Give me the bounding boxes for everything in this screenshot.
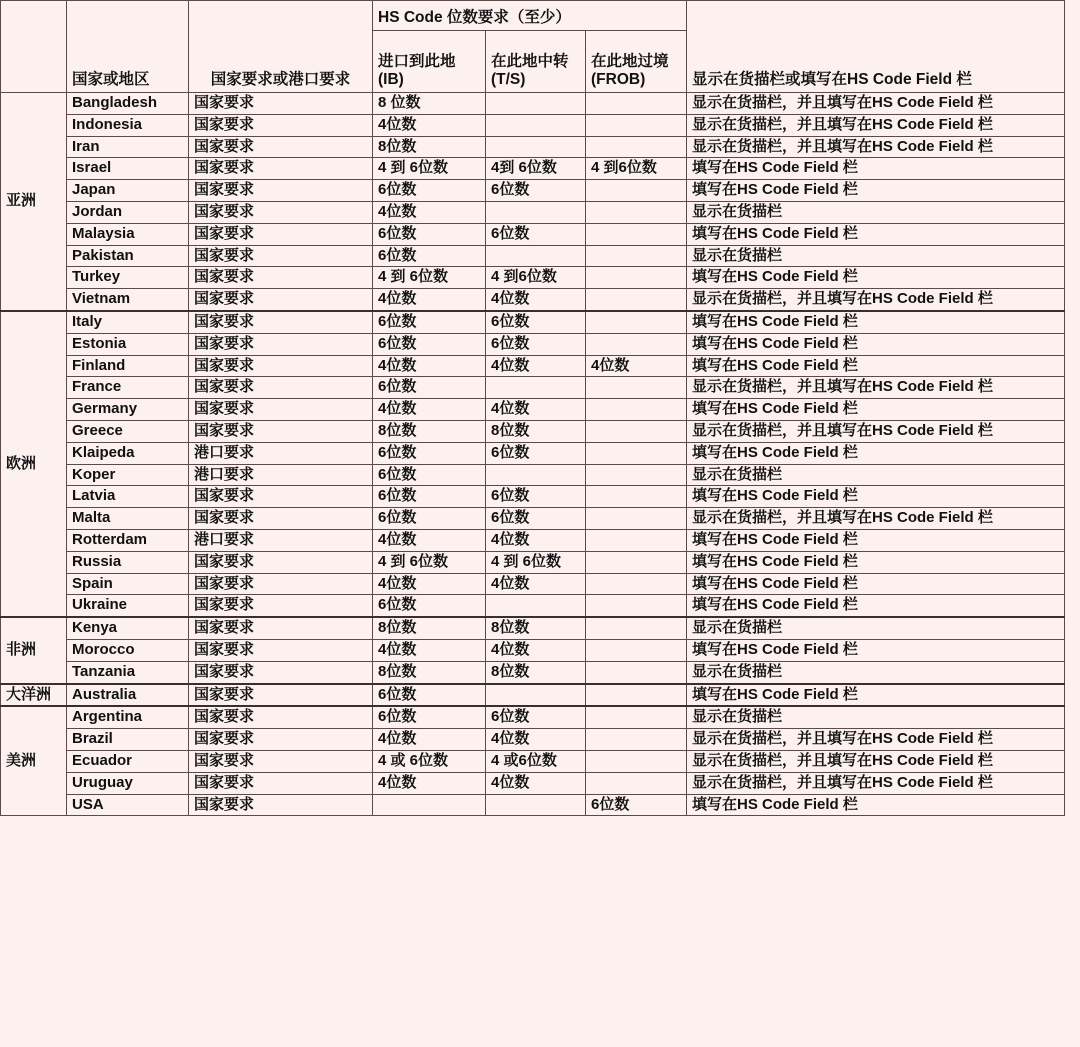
requirement-type: 国家要求 bbox=[189, 267, 373, 289]
country-name: Australia bbox=[67, 684, 189, 707]
digits-import-ib: 4位数 bbox=[373, 729, 486, 751]
digits-frob bbox=[586, 529, 687, 551]
requirement-type: 国家要求 bbox=[189, 93, 373, 115]
requirement-type: 国家要求 bbox=[189, 772, 373, 794]
table-row bbox=[1, 420, 1065, 442]
digits-import-ib: 6位数 bbox=[373, 706, 486, 728]
display-instruction: 填写在HS Code Field 栏 bbox=[687, 486, 1065, 508]
country-name: Klaipeda bbox=[67, 442, 189, 464]
display-instruction: 填写在HS Code Field 栏 bbox=[687, 223, 1065, 245]
header-transshipment-ts bbox=[486, 31, 586, 93]
display-instruction: 显示在货描栏，并且填写在HS Code Field 栏 bbox=[687, 508, 1065, 530]
requirement-type: 国家要求 bbox=[189, 729, 373, 751]
digits-transshipment-ts bbox=[486, 201, 586, 223]
table-row bbox=[1, 508, 1065, 530]
digits-transshipment-ts: 6位数 bbox=[486, 223, 586, 245]
digits-frob bbox=[586, 750, 687, 772]
table-row bbox=[1, 729, 1065, 751]
display-instruction: 填写在HS Code Field 栏 bbox=[687, 399, 1065, 421]
country-name: Vietnam bbox=[67, 289, 189, 311]
digits-import-ib: 4位数 bbox=[373, 529, 486, 551]
table-row bbox=[1, 158, 1065, 180]
digits-frob bbox=[586, 706, 687, 728]
table-row bbox=[1, 136, 1065, 158]
country-name: Morocco bbox=[67, 639, 189, 661]
display-instruction: 填写在HS Code Field 栏 bbox=[687, 639, 1065, 661]
display-instruction: 填写在HS Code Field 栏 bbox=[687, 573, 1065, 595]
header-transshipment-ts-line2: (T/S) bbox=[491, 70, 526, 88]
header-import-ib-line2: (IB) bbox=[378, 70, 404, 88]
digits-import-ib: 6位数 bbox=[373, 333, 486, 355]
header-country-or-region: 国家或地区 bbox=[67, 1, 189, 93]
requirement-type: 国家要求 bbox=[189, 486, 373, 508]
digits-transshipment-ts: 6位数 bbox=[486, 508, 586, 530]
table-row bbox=[1, 661, 1065, 683]
digits-frob bbox=[586, 661, 687, 683]
header-country-or-port-requirement: 国家要求或港口要求 bbox=[189, 1, 373, 93]
country-name: Jordan bbox=[67, 201, 189, 223]
requirement-type: 国家要求 bbox=[189, 136, 373, 158]
display-instruction: 填写在HS Code Field 栏 bbox=[687, 180, 1065, 202]
digits-frob bbox=[586, 464, 687, 486]
display-instruction: 显示在货描栏，并且填写在HS Code Field 栏 bbox=[687, 114, 1065, 136]
digits-transshipment-ts: 4位数 bbox=[486, 729, 586, 751]
digits-import-ib: 8位数 bbox=[373, 661, 486, 683]
display-instruction: 填写在HS Code Field 栏 bbox=[687, 595, 1065, 617]
header-import-ib bbox=[373, 31, 486, 93]
requirement-type: 国家要求 bbox=[189, 114, 373, 136]
table-row bbox=[1, 529, 1065, 551]
digits-frob bbox=[586, 639, 687, 661]
digits-import-ib: 4位数 bbox=[373, 399, 486, 421]
table-row bbox=[1, 223, 1065, 245]
digits-transshipment-ts: 6位数 bbox=[486, 486, 586, 508]
digits-frob bbox=[586, 311, 687, 333]
digits-frob bbox=[586, 180, 687, 202]
digits-import-ib: 4位数 bbox=[373, 772, 486, 794]
display-instruction: 填写在HS Code Field 栏 bbox=[687, 794, 1065, 816]
display-instruction: 显示在货描栏，并且填写在HS Code Field 栏 bbox=[687, 420, 1065, 442]
digits-transshipment-ts bbox=[486, 136, 586, 158]
digits-import-ib: 8位数 bbox=[373, 420, 486, 442]
country-name: Malta bbox=[67, 508, 189, 530]
table-row bbox=[1, 551, 1065, 573]
table-row bbox=[1, 93, 1065, 115]
country-name: Kenya bbox=[67, 617, 189, 639]
digits-transshipment-ts bbox=[486, 93, 586, 115]
country-name: Finland bbox=[67, 355, 189, 377]
requirement-type: 港口要求 bbox=[189, 442, 373, 464]
header-blank-corner bbox=[1, 1, 67, 93]
digits-import-ib: 4 到 6位数 bbox=[373, 551, 486, 573]
region-label-1: 亚洲 bbox=[1, 93, 67, 311]
country-name: Spain bbox=[67, 573, 189, 595]
region-label-2: 欧洲 bbox=[1, 311, 67, 617]
country-name: Germany bbox=[67, 399, 189, 421]
digits-frob bbox=[586, 442, 687, 464]
digits-transshipment-ts: 6位数 bbox=[486, 706, 586, 728]
display-instruction: 显示在货描栏，并且填写在HS Code Field 栏 bbox=[687, 729, 1065, 751]
digits-frob bbox=[586, 729, 687, 751]
digits-frob: 4 到6位数 bbox=[586, 158, 687, 180]
table-row bbox=[1, 399, 1065, 421]
digits-import-ib: 6位数 bbox=[373, 595, 486, 617]
digits-transshipment-ts: 4位数 bbox=[486, 355, 586, 377]
requirement-type: 国家要求 bbox=[189, 551, 373, 573]
digits-frob bbox=[586, 508, 687, 530]
country-name: Pakistan bbox=[67, 245, 189, 267]
display-instruction: 显示在货描栏，并且填写在HS Code Field 栏 bbox=[687, 377, 1065, 399]
digits-import-ib: 6位数 bbox=[373, 377, 486, 399]
requirement-type: 国家要求 bbox=[189, 639, 373, 661]
requirement-type: 国家要求 bbox=[189, 617, 373, 639]
table-body bbox=[1, 93, 1065, 816]
header-transshipment-ts-line1: 在此地中转 bbox=[491, 53, 569, 71]
requirement-type: 国家要求 bbox=[189, 750, 373, 772]
requirement-type: 国家要求 bbox=[189, 420, 373, 442]
requirement-type: 国家要求 bbox=[189, 508, 373, 530]
country-name: Israel bbox=[67, 158, 189, 180]
digits-frob bbox=[586, 617, 687, 639]
digits-transshipment-ts: 8位数 bbox=[486, 617, 586, 639]
digits-frob bbox=[586, 595, 687, 617]
country-name: Russia bbox=[67, 551, 189, 573]
table-row bbox=[1, 464, 1065, 486]
digits-frob bbox=[586, 267, 687, 289]
requirement-type: 港口要求 bbox=[189, 464, 373, 486]
table-row bbox=[1, 706, 1065, 728]
header-frob bbox=[586, 31, 687, 93]
digits-transshipment-ts bbox=[486, 464, 586, 486]
table-row bbox=[1, 772, 1065, 794]
header-display-or-hs-code-field: 显示在货描栏或填写在HS Code Field 栏 bbox=[687, 1, 1065, 93]
digits-import-ib: 6位数 bbox=[373, 223, 486, 245]
country-name: Koper bbox=[67, 464, 189, 486]
table-row bbox=[1, 333, 1065, 355]
display-instruction: 显示在货描栏 bbox=[687, 661, 1065, 683]
digits-frob bbox=[586, 420, 687, 442]
country-name: France bbox=[67, 377, 189, 399]
requirement-type: 国家要求 bbox=[189, 355, 373, 377]
display-instruction: 显示在货描栏 bbox=[687, 617, 1065, 639]
table-row bbox=[1, 311, 1065, 333]
region-label-4: 大洋洲 bbox=[1, 684, 67, 707]
digits-import-ib: 4位数 bbox=[373, 114, 486, 136]
digits-import-ib: 6位数 bbox=[373, 684, 486, 707]
digits-transshipment-ts bbox=[486, 684, 586, 707]
region-label-5: 美洲 bbox=[1, 706, 67, 815]
table-row bbox=[1, 114, 1065, 136]
digits-frob bbox=[586, 551, 687, 573]
table-row bbox=[1, 617, 1065, 639]
country-name: Tanzania bbox=[67, 661, 189, 683]
digits-import-ib: 4位数 bbox=[373, 355, 486, 377]
digits-import-ib: 6位数 bbox=[373, 508, 486, 530]
digits-import-ib: 6位数 bbox=[373, 180, 486, 202]
digits-frob bbox=[586, 486, 687, 508]
digits-frob bbox=[586, 684, 687, 707]
digits-transshipment-ts: 4 到 6位数 bbox=[486, 551, 586, 573]
table-row bbox=[1, 377, 1065, 399]
digits-frob bbox=[586, 772, 687, 794]
country-name: Uruguay bbox=[67, 772, 189, 794]
country-name: Italy bbox=[67, 311, 189, 333]
requirement-type: 港口要求 bbox=[189, 529, 373, 551]
table-row bbox=[1, 639, 1065, 661]
digits-transshipment-ts: 6位数 bbox=[486, 311, 586, 333]
digits-transshipment-ts: 4位数 bbox=[486, 289, 586, 311]
requirement-type: 国家要求 bbox=[189, 661, 373, 683]
digits-frob bbox=[586, 289, 687, 311]
table-row bbox=[1, 201, 1065, 223]
display-instruction: 填写在HS Code Field 栏 bbox=[687, 684, 1065, 707]
digits-import-ib: 4位数 bbox=[373, 289, 486, 311]
digits-frob bbox=[586, 245, 687, 267]
country-name: Bangladesh bbox=[67, 93, 189, 115]
display-instruction: 显示在货描栏 bbox=[687, 201, 1065, 223]
display-instruction: 填写在HS Code Field 栏 bbox=[687, 442, 1065, 464]
requirement-type: 国家要求 bbox=[189, 595, 373, 617]
digits-frob bbox=[586, 333, 687, 355]
display-instruction: 填写在HS Code Field 栏 bbox=[687, 267, 1065, 289]
table-row bbox=[1, 442, 1065, 464]
requirement-type: 国家要求 bbox=[189, 158, 373, 180]
table-row bbox=[1, 750, 1065, 772]
table-row bbox=[1, 486, 1065, 508]
digits-import-ib: 6位数 bbox=[373, 311, 486, 333]
requirement-type: 国家要求 bbox=[189, 399, 373, 421]
table-row bbox=[1, 245, 1065, 267]
requirement-type: 国家要求 bbox=[189, 706, 373, 728]
table-row bbox=[1, 573, 1065, 595]
country-name: Indonesia bbox=[67, 114, 189, 136]
display-instruction: 填写在HS Code Field 栏 bbox=[687, 158, 1065, 180]
header-hs-code-digit-group: HS Code 位数要求（至少） bbox=[373, 1, 687, 31]
digits-import-ib: 8位数 bbox=[373, 136, 486, 158]
display-instruction: 显示在货描栏 bbox=[687, 464, 1065, 486]
digits-transshipment-ts: 6位数 bbox=[486, 442, 586, 464]
digits-transshipment-ts: 4 到6位数 bbox=[486, 267, 586, 289]
digits-transshipment-ts: 6位数 bbox=[486, 180, 586, 202]
table-header bbox=[1, 1, 1065, 93]
table-row bbox=[1, 289, 1065, 311]
display-instruction: 显示在货描栏 bbox=[687, 706, 1065, 728]
digits-import-ib: 4位数 bbox=[373, 201, 486, 223]
display-instruction: 显示在货描栏，并且填写在HS Code Field 栏 bbox=[687, 289, 1065, 311]
requirement-type: 国家要求 bbox=[189, 180, 373, 202]
country-name: Brazil bbox=[67, 729, 189, 751]
requirement-type: 国家要求 bbox=[189, 333, 373, 355]
digits-transshipment-ts: 6位数 bbox=[486, 333, 586, 355]
digits-import-ib: 6位数 bbox=[373, 245, 486, 267]
display-instruction: 显示在货描栏，并且填写在HS Code Field 栏 bbox=[687, 136, 1065, 158]
header-import-ib-line1: 进口到此地 bbox=[378, 53, 456, 71]
country-name: Estonia bbox=[67, 333, 189, 355]
digits-transshipment-ts: 4位数 bbox=[486, 772, 586, 794]
display-instruction: 显示在货描栏 bbox=[687, 245, 1065, 267]
digits-import-ib: 6位数 bbox=[373, 486, 486, 508]
digits-transshipment-ts: 4到 6位数 bbox=[486, 158, 586, 180]
digits-frob bbox=[586, 201, 687, 223]
digits-transshipment-ts: 8位数 bbox=[486, 661, 586, 683]
display-instruction: 显示在货描栏，并且填写在HS Code Field 栏 bbox=[687, 93, 1065, 115]
digits-import-ib: 8位数 bbox=[373, 617, 486, 639]
display-instruction: 填写在HS Code Field 栏 bbox=[687, 551, 1065, 573]
requirement-type: 国家要求 bbox=[189, 201, 373, 223]
requirement-type: 国家要求 bbox=[189, 377, 373, 399]
display-instruction: 填写在HS Code Field 栏 bbox=[687, 529, 1065, 551]
requirement-type: 国家要求 bbox=[189, 289, 373, 311]
digits-frob bbox=[586, 377, 687, 399]
digits-transshipment-ts: 8位数 bbox=[486, 420, 586, 442]
digits-transshipment-ts bbox=[486, 794, 586, 816]
digits-frob bbox=[586, 136, 687, 158]
country-name: Japan bbox=[67, 180, 189, 202]
display-instruction: 填写在HS Code Field 栏 bbox=[687, 333, 1065, 355]
digits-frob bbox=[586, 93, 687, 115]
digits-transshipment-ts bbox=[486, 114, 586, 136]
digits-frob bbox=[586, 399, 687, 421]
requirement-type: 国家要求 bbox=[189, 311, 373, 333]
requirement-type: 国家要求 bbox=[189, 245, 373, 267]
display-instruction: 填写在HS Code Field 栏 bbox=[687, 311, 1065, 333]
table-row bbox=[1, 794, 1065, 816]
requirement-type: 国家要求 bbox=[189, 223, 373, 245]
digits-import-ib: 4位数 bbox=[373, 573, 486, 595]
digits-import-ib: 6位数 bbox=[373, 464, 486, 486]
table-row bbox=[1, 355, 1065, 377]
digits-import-ib: 4 到 6位数 bbox=[373, 158, 486, 180]
country-name: Argentina bbox=[67, 706, 189, 728]
country-name: USA bbox=[67, 794, 189, 816]
display-instruction: 显示在货描栏，并且填写在HS Code Field 栏 bbox=[687, 772, 1065, 794]
digits-import-ib: 4位数 bbox=[373, 639, 486, 661]
digits-import-ib: 8 位数 bbox=[373, 93, 486, 115]
country-name: Turkey bbox=[67, 267, 189, 289]
country-name: Malaysia bbox=[67, 223, 189, 245]
digits-frob bbox=[586, 573, 687, 595]
digits-transshipment-ts: 4位数 bbox=[486, 399, 586, 421]
digits-frob bbox=[586, 114, 687, 136]
country-name: Iran bbox=[67, 136, 189, 158]
digits-frob: 4位数 bbox=[586, 355, 687, 377]
digits-transshipment-ts: 4位数 bbox=[486, 573, 586, 595]
country-name: Latvia bbox=[67, 486, 189, 508]
header-row-top bbox=[1, 1, 1065, 31]
table-row bbox=[1, 180, 1065, 202]
digits-frob: 6位数 bbox=[586, 794, 687, 816]
country-name: Greece bbox=[67, 420, 189, 442]
digits-transshipment-ts: 4 或6位数 bbox=[486, 750, 586, 772]
requirement-type: 国家要求 bbox=[189, 684, 373, 707]
digits-import-ib: 4 到 6位数 bbox=[373, 267, 486, 289]
table-row bbox=[1, 267, 1065, 289]
display-instruction: 显示在货描栏，并且填写在HS Code Field 栏 bbox=[687, 750, 1065, 772]
table-row bbox=[1, 595, 1065, 617]
requirement-type: 国家要求 bbox=[189, 794, 373, 816]
header-frob-line1: 在此地过境 bbox=[591, 53, 669, 71]
table-row bbox=[1, 684, 1065, 707]
display-instruction: 填写在HS Code Field 栏 bbox=[687, 355, 1065, 377]
digits-transshipment-ts: 4位数 bbox=[486, 639, 586, 661]
country-name: Ukraine bbox=[67, 595, 189, 617]
digits-transshipment-ts bbox=[486, 245, 586, 267]
digits-import-ib: 6位数 bbox=[373, 442, 486, 464]
requirement-type: 国家要求 bbox=[189, 573, 373, 595]
region-label-3: 非洲 bbox=[1, 617, 67, 683]
digits-import-ib: 4 或 6位数 bbox=[373, 750, 486, 772]
digits-import-ib bbox=[373, 794, 486, 816]
country-name: Rotterdam bbox=[67, 529, 189, 551]
country-name: Ecuador bbox=[67, 750, 189, 772]
digits-transshipment-ts bbox=[486, 377, 586, 399]
header-frob-line2: (FROB) bbox=[591, 70, 646, 88]
digits-transshipment-ts: 4位数 bbox=[486, 529, 586, 551]
digits-frob bbox=[586, 223, 687, 245]
digits-transshipment-ts bbox=[486, 595, 586, 617]
